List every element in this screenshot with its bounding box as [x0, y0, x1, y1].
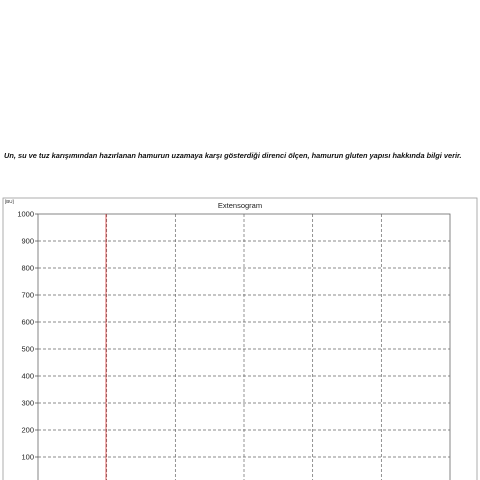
- y-tick-label-600: 600: [21, 317, 34, 327]
- y-tick-label-500: 500: [21, 344, 34, 354]
- chart-title: Extensogram: [217, 201, 263, 210]
- y-tick-label-300: 300: [21, 398, 34, 408]
- plot-frame: [3, 198, 477, 480]
- y-tick-label-200: 200: [21, 425, 34, 435]
- y-tick-label-700: 700: [21, 290, 34, 300]
- y-tick-label-800: 800: [21, 263, 34, 273]
- y-tick-label-100: 100: [21, 452, 34, 462]
- y-tick-label-1000: 1000: [17, 209, 34, 219]
- y-tick-label-400: 400: [21, 371, 34, 381]
- y-unit-label: [BU]: [5, 199, 14, 204]
- description-caption: Un, su ve tuz karışımından hazırlanan hamurun uzamaya karşı gösterdiği direnci ölçen, hamurun gluten yapısı hakkında bilgi verir.: [4, 151, 462, 160]
- y-tick-label-900: 900: [21, 236, 34, 246]
